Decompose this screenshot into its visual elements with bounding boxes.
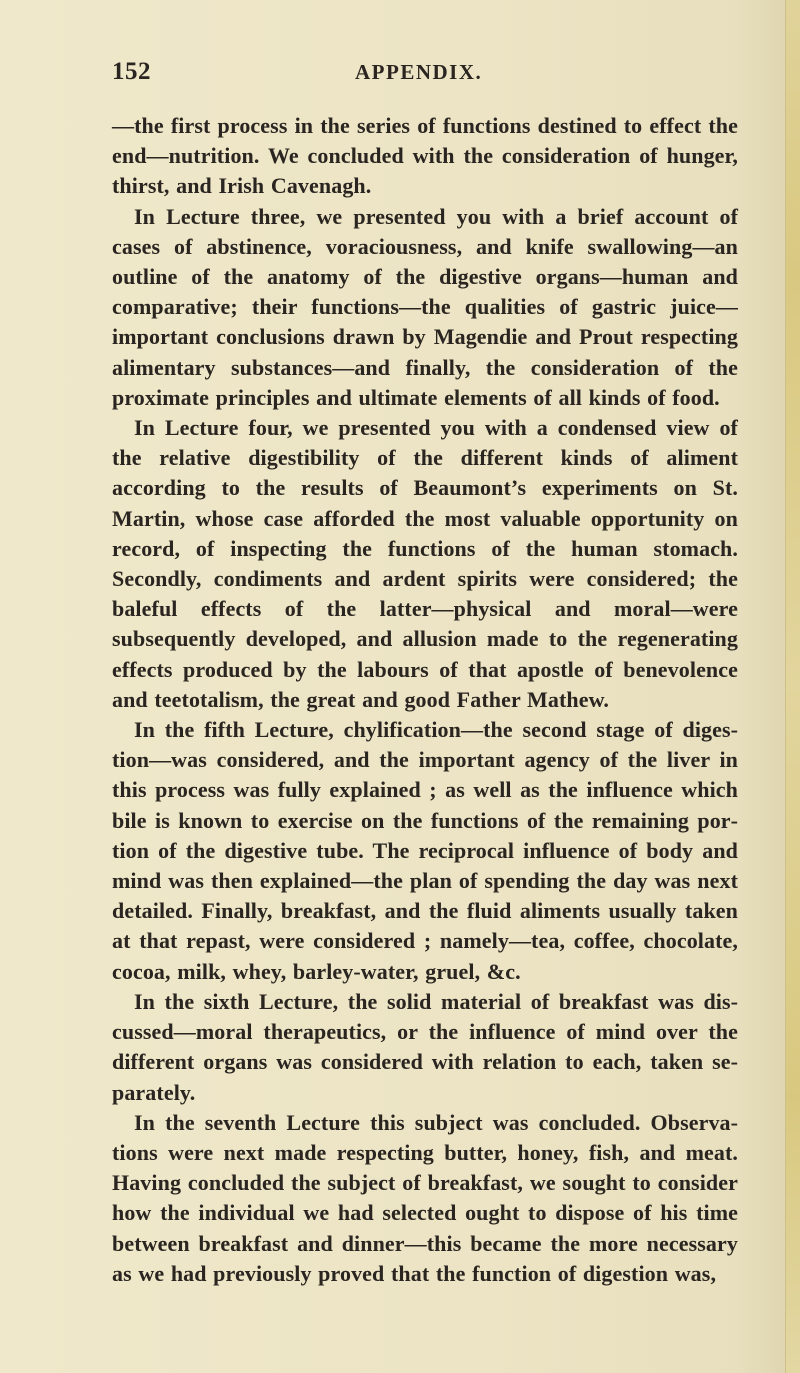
paragraph: In the sixth Lecture, the solid material of breakfast was discussed—moral therapeutics, or the influence of mind over the different organs was considered with relation to each, taken separately. [112, 988, 738, 1105]
page-header [112, 58, 746, 90]
paragraph: In Lecture three, we presented you with a brief account of cases of abstinence, voraciousness, and knife swallowing—an outline of the anatomy of the digestive organs—human and comparative; their functions—the qualities of gastric juice—important conclusions drawn by Magendie and Prout respecting alimentary substances—and finally, the consideration of the proximate principles and ultimate elements of all kinds of food. [112, 203, 738, 410]
paragraph: In the seventh Lecture this subject was concluded. Observations were next made respecting butter, honey, fish, and meat. Having concluded the subject of breakfast, we sought to consider how the individual we had selected ought to dispose of his time between breakfast and dinner—this became the more necessary as we had previously proved that the function of digestion was, [112, 1109, 738, 1286]
page-number: 152 [112, 58, 151, 85]
paragraph: In the fifth Lecture, chylification—the second stage of digestion—was considered, and the important agency of the liver in this process was fully explained ; as well as the influence which bile is known to exercise on the functions of the remaining portion of the digestive tube. The reciprocal influence of body and mind was then explained—the plan of spending the day was next detailed. Finally, breakfast, and the fluid aliments usually taken at that repast, were considered ; namely—tea, coffee, chocolate, cocoa, milk, whey, barley-water, gruel, &c. [112, 717, 738, 984]
running-title: APPENDIX. [355, 60, 483, 84]
paragraph: —the first process in the series of functions destined to effect the end—nutrition. We concluded with the consideration of hunger, thirst, and Irish Cavenagh. [112, 113, 738, 199]
page-edge [785, 0, 800, 1373]
body-text [112, 111, 738, 1286]
paragraph: In Lecture four, we presented you with a condensed view of the relative digestibility of the different kinds of aliment according to the results of Beaumont’s experiments on St. Martin, whose case afforded the most valuable opportunity on record, of inspecting the functions of the human stomach. Secondly, condiments and ardent spirits were considered; the baleful effects of the latter—physical and moral—were subsequently developed, and allusion made to the regenerating effects produced by the labours of that apostle of benevolence and teetotalism, the great and good Father Mathew. [112, 415, 738, 712]
